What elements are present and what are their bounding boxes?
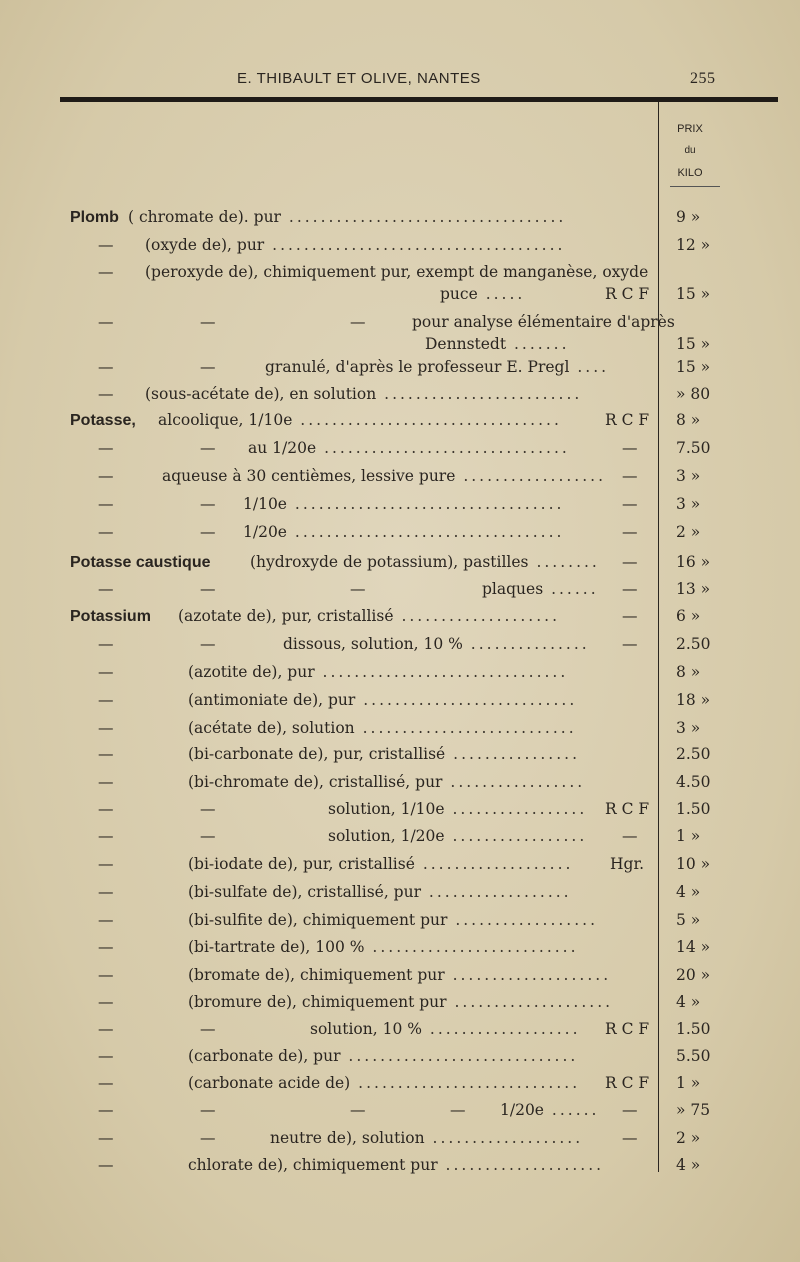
item-description: (sous-acétate de), en solution .........................: [145, 385, 583, 403]
ditto-dash: —: [98, 993, 114, 1011]
price-per-kilo: 12 »: [676, 236, 711, 254]
price-per-kilo: 4 »: [676, 993, 701, 1011]
price-per-kilo: 2 »: [676, 1129, 701, 1147]
price-per-kilo: 4.50: [676, 773, 711, 791]
price-per-kilo: 3 »: [676, 719, 701, 737]
price-head-rule: [670, 186, 720, 187]
ditto-dash: —: [98, 1020, 114, 1038]
item-description: (bi-carbonate de), pur, cristallisé ................: [188, 745, 580, 763]
ditto-dash: —: [98, 439, 114, 457]
grade-mark: —: [622, 1101, 638, 1119]
price-per-kilo: 20 »: [676, 966, 711, 984]
price-per-kilo: 8 »: [676, 663, 701, 681]
ditto-dash: —: [98, 911, 114, 929]
grade-mark: R C F: [605, 1074, 650, 1092]
grade-mark: Hgr.: [610, 855, 645, 873]
ditto-dash: —: [200, 1020, 216, 1038]
item-description: (bi-tartrate de), 100 % ..........................: [188, 938, 579, 956]
item-description: (bromure de), chimiquement pur ....................: [188, 993, 614, 1011]
page-header: [0, 70, 800, 94]
leader-dots: ............................: [350, 1074, 581, 1092]
ditto-dash: —: [200, 523, 216, 541]
ditto-dash: —: [98, 800, 114, 818]
leader-dots: .........................: [376, 385, 583, 403]
grade-mark: —: [622, 1129, 638, 1147]
leader-dots: ..........................: [364, 938, 579, 956]
ditto-dash: —: [98, 495, 114, 513]
price-per-kilo: 8 »: [676, 411, 701, 429]
ditto-dash: —: [200, 800, 216, 818]
ditto-dash: —: [98, 855, 114, 873]
ditto-dash: —: [98, 523, 114, 541]
item-description: (bromate de), chimiquement pur ....................: [188, 966, 612, 984]
leader-dots: .................: [444, 827, 588, 845]
ditto-dash: —: [98, 467, 114, 485]
price-per-kilo: 4 »: [676, 1156, 701, 1174]
leader-dots: ..................: [421, 883, 572, 901]
item-description: (antimoniate de), pur ...........................: [188, 691, 578, 709]
price-per-kilo: 1.50: [676, 1020, 711, 1038]
item-description: pour analyse élémentaire d'après: [412, 313, 675, 331]
substance-name: Potassium: [70, 608, 151, 625]
ditto-dash: —: [98, 938, 114, 956]
item-description: (bi-chromate de), cristallisé, pur .................: [188, 773, 586, 791]
price-per-kilo: 7.50: [676, 439, 711, 457]
price-per-kilo: 15 »: [676, 358, 711, 376]
ditto-dash: —: [98, 827, 114, 845]
grade-mark: —: [622, 827, 638, 845]
item-description: 1/20e ..................................: [243, 523, 565, 541]
price-per-kilo: 13 »: [676, 580, 711, 598]
price-per-kilo: 1 »: [676, 827, 701, 845]
leader-dots: .............................: [340, 1047, 579, 1065]
ditto-dash: —: [200, 580, 216, 598]
item-description: granulé, d'après le professeur E. Pregl ....: [265, 358, 610, 376]
substance-name: Plomb: [70, 209, 119, 226]
item-description: neutre de), solution ...................: [270, 1129, 584, 1147]
ditto-dash: —: [450, 1101, 466, 1119]
price-per-kilo: » 80: [676, 385, 711, 403]
grade-mark: —: [622, 439, 638, 457]
leader-dots: ........: [528, 553, 600, 571]
leader-dots: ...................: [414, 855, 574, 873]
ditto-dash: —: [98, 263, 114, 281]
ditto-dash: —: [200, 358, 216, 376]
item-description: 1/10e ..................................: [243, 495, 565, 513]
price-head-line3: KILO: [677, 167, 703, 179]
item-description: solution, 1/10e .................: [328, 800, 588, 818]
leader-dots: ..................................: [286, 495, 565, 513]
ditto-dash: —: [98, 745, 114, 763]
leader-dots: ....: [569, 358, 610, 376]
ditto-dash: —: [200, 827, 216, 845]
ditto-dash: —: [200, 313, 216, 331]
price-per-kilo: 14 »: [676, 938, 711, 956]
item-description: dissous, solution, 10 % ...............: [283, 635, 590, 653]
grade-mark: —: [622, 495, 638, 513]
leader-dots: ..................: [447, 911, 599, 929]
substance-name: Potasse caustique: [70, 554, 211, 571]
price-per-kilo: 1 »: [676, 1074, 701, 1092]
item-description: (oxyde de), pur .....................................: [145, 236, 566, 254]
price-per-kilo: 9 »: [676, 208, 701, 226]
ditto-dash: —: [98, 691, 114, 709]
ditto-dash: —: [200, 1129, 216, 1147]
item-description: solution, 1/20e .................: [328, 827, 588, 845]
ditto-dash: —: [98, 719, 114, 737]
price-per-kilo: 15 »: [676, 285, 711, 303]
leader-dots: .....: [477, 285, 526, 303]
running-title: E. THIBAULT ET OLIVE, NANTES: [237, 70, 481, 87]
ditto-dash: —: [98, 663, 114, 681]
grade-mark: —: [622, 635, 638, 653]
price-per-kilo: 16 »: [676, 553, 711, 571]
item-description: (bi-iodate de), pur, cristallisé ...................: [188, 855, 574, 873]
grade-mark: —: [622, 523, 638, 541]
leader-dots: ...................: [421, 1020, 581, 1038]
header-rule: [60, 97, 778, 102]
ditto-dash: —: [98, 966, 114, 984]
item-description: (bi-sulfite de), chimiquement pur ..................: [188, 911, 599, 929]
leader-dots: ......: [543, 1101, 600, 1119]
leader-dots: ......: [543, 580, 599, 598]
item-description: (bi-sulfate de), cristallisé, pur ..................: [188, 883, 572, 901]
ditto-dash: —: [350, 580, 366, 598]
price-per-kilo: 15 »: [676, 335, 711, 353]
price-per-kilo: 2 »: [676, 523, 701, 541]
price-per-kilo: 2.50: [676, 635, 711, 653]
ditto-dash: —: [98, 358, 114, 376]
ditto-dash: —: [98, 635, 114, 653]
item-description: solution, 10 % ...................: [310, 1020, 581, 1038]
leader-dots: ................: [445, 745, 580, 763]
item-description: (azotite de), pur ...............................: [188, 663, 569, 681]
grade-mark: —: [622, 607, 638, 625]
leader-dots: ...................: [424, 1129, 584, 1147]
item-description: (hydroxyde de potassium), pastilles ........: [250, 553, 600, 571]
price-per-kilo: 5 »: [676, 911, 701, 929]
grade-mark: R C F: [605, 285, 650, 303]
price-row: [70, 262, 720, 306]
item-description: chlorate de), chimiquement pur ....................: [188, 1156, 605, 1174]
item-description: 1/20e ......: [500, 1101, 600, 1119]
item-description: (carbonate de), pur .............................: [188, 1047, 579, 1065]
leader-dots: .................: [442, 773, 586, 791]
ditto-dash: —: [98, 1101, 114, 1119]
leader-dots: ..................: [455, 467, 607, 485]
grade-mark: —: [622, 467, 638, 485]
ditto-dash: —: [98, 580, 114, 598]
price-per-kilo: 18 »: [676, 691, 711, 709]
item-description: aqueuse à 30 centièmes, lessive pure ..................: [162, 467, 607, 485]
leader-dots: ..................................: [286, 523, 565, 541]
ditto-dash: —: [200, 439, 216, 457]
price-per-kilo: 5.50: [676, 1047, 711, 1065]
item-description: (carbonate acide de) ............................: [188, 1074, 581, 1092]
item-description: (acétate de), solution ...........................: [188, 719, 577, 737]
item-description: (azotate de), pur, cristallisé ....................: [178, 607, 560, 625]
price-per-kilo: 6 »: [676, 607, 701, 625]
grade-mark: R C F: [605, 411, 650, 429]
leader-dots: ...............: [462, 635, 590, 653]
leader-dots: ...............................: [316, 439, 570, 457]
ditto-dash: —: [98, 1047, 114, 1065]
grade-mark: —: [622, 580, 638, 598]
ditto-dash: —: [350, 313, 366, 331]
item-description: ( chromate de). pur ...................................: [128, 208, 567, 226]
price-per-kilo: 3 »: [676, 467, 701, 485]
ditto-dash: —: [98, 883, 114, 901]
grade-mark: —: [622, 553, 638, 571]
leader-dots: .................................: [292, 411, 562, 429]
price-per-kilo: 3 »: [676, 495, 701, 513]
leader-dots: ....................: [446, 993, 614, 1011]
leader-dots: ...........................: [355, 691, 578, 709]
ditto-dash: —: [98, 1129, 114, 1147]
price-per-kilo: 4 »: [676, 883, 701, 901]
price-head-line2: du: [684, 145, 696, 156]
item-description: plaques ......: [482, 580, 599, 598]
ditto-dash: —: [98, 1074, 114, 1092]
ditto-dash: —: [98, 236, 114, 254]
leader-dots: ...............................: [314, 663, 569, 681]
price-row: [70, 312, 720, 356]
item-description: (peroxyde de), chimiquement pur, exempt de manganèse, oxyde: [145, 263, 649, 281]
page-number: 255: [690, 70, 716, 87]
ditto-dash: —: [98, 773, 114, 791]
item-description: au 1/20e ...............................: [248, 439, 570, 457]
leader-dots: ...........................: [354, 719, 577, 737]
ditto-dash: —: [98, 313, 114, 331]
price-head-line1: PRIX: [677, 123, 703, 135]
grade-mark: R C F: [605, 800, 650, 818]
ditto-dash: —: [98, 1156, 114, 1174]
substance-name: Potasse,: [70, 412, 136, 429]
ditto-dash: —: [200, 1101, 216, 1119]
ditto-dash: —: [350, 1101, 366, 1119]
item-description-cont: Dennstedt .......: [425, 335, 570, 353]
grade-mark: R C F: [605, 1020, 650, 1038]
ditto-dash: —: [200, 495, 216, 513]
price-per-kilo: 1.50: [676, 800, 711, 818]
price-per-kilo: » 75: [676, 1101, 711, 1119]
leader-dots: .................: [444, 800, 588, 818]
price-per-kilo: 2.50: [676, 745, 711, 763]
price-per-kilo: 10 »: [676, 855, 711, 873]
leader-dots: ....................: [444, 966, 612, 984]
leader-dots: ....................: [437, 1156, 605, 1174]
leader-dots: .......: [506, 335, 570, 353]
leader-dots: ...................................: [280, 208, 567, 226]
ditto-dash: —: [98, 385, 114, 403]
price-column-header: [660, 118, 720, 184]
leader-dots: .....................................: [264, 236, 566, 254]
ditto-dash: —: [200, 635, 216, 653]
item-description-cont: puce .....: [440, 285, 526, 303]
item-description: alcoolique, 1/10e .................................: [158, 411, 562, 429]
leader-dots: ....................: [393, 607, 560, 625]
